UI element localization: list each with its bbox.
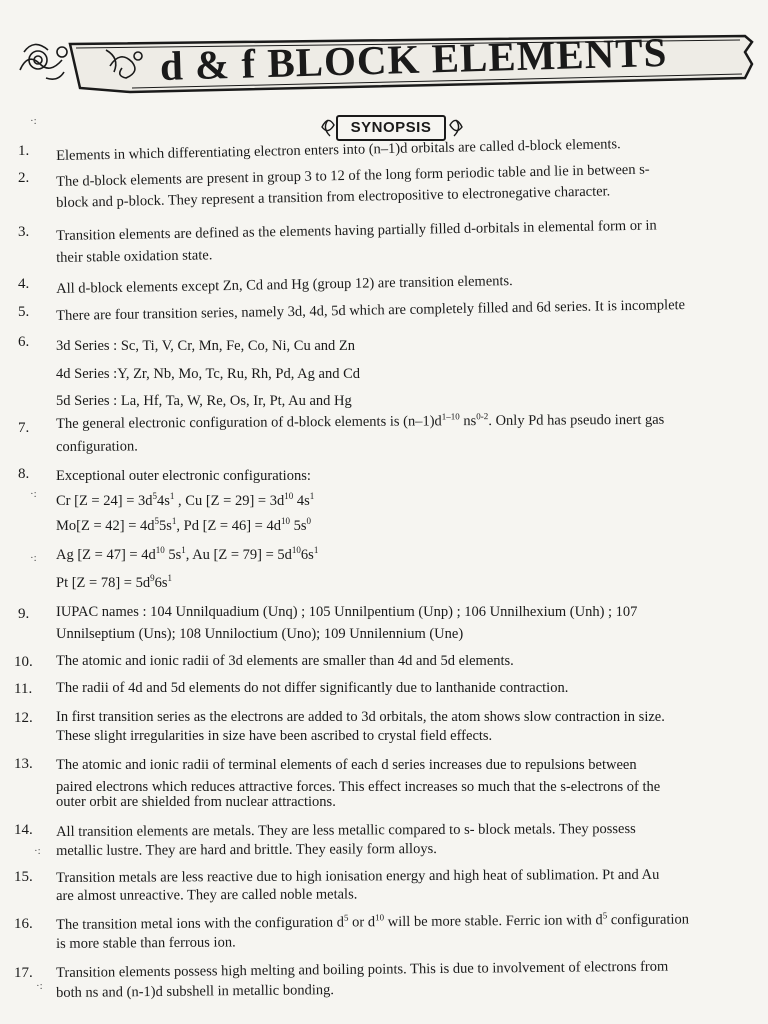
item-text-line: Transition elements possess high melting and boiling points. This is due to involvement of electrons from <box>56 958 669 981</box>
item-text-line: block and p-block. They represent a transition from electropositive to electronegative character. <box>56 183 611 211</box>
item-text-line: 3d Series : Sc, Ti, V, Cr, Mn, Fe, Co, Ni, Cu and Zn <box>56 338 355 354</box>
scan-speck: ·: <box>30 552 37 564</box>
item-number: 6. <box>18 334 30 350</box>
item-number: 15. <box>14 869 33 885</box>
synopsis-label: SYNOPSIS <box>336 115 446 141</box>
scan-speck: ·: <box>36 980 43 992</box>
scan-speck: ·: <box>30 115 37 127</box>
item-text-line: outer orbit are shielded from nuclear attractions. <box>56 794 336 810</box>
item-text-line: Pt $[Z = 78] = 5d^96s^1$ <box>56 573 172 591</box>
item-text-line: 5d Series : La, Hf, Ta, W, Re, Os, Ir, Pt, Au and Hg <box>56 393 352 409</box>
item-number: 12. <box>14 710 33 726</box>
item-number: 10. <box>14 654 33 670</box>
item-number: 4. <box>18 276 30 292</box>
item-text-line: All transition elements are metals. They are less metallic compared to s- block metals. They possess <box>56 820 636 840</box>
page-title: d & f BLOCK ELEMENTS <box>159 28 668 89</box>
item-text-line: are almost unreactive. They are called noble metals. <box>56 886 358 904</box>
item-text-line: The radii of 4d and 5d elements do not differ significantly due to lanthanide contraction. <box>56 680 569 696</box>
item-number: 11. <box>14 681 33 697</box>
item-text-line: The general electronic configuration of d-block elements is $(n-1)d^{1-10}$ $ns^{0-2}$. Only Pd has pseudo inert gas <box>56 411 665 432</box>
item-number: 1. <box>18 143 30 159</box>
item-text-line: Elements in which differentiating electron enters into (n–1)d orbitals are called d-block elements. <box>56 136 621 164</box>
item-number: 14. <box>14 822 33 838</box>
item-text-line: metallic lustre. They are hard and brittle. They easily form alloys. <box>56 841 437 859</box>
item-number: 3. <box>18 224 30 240</box>
item-text-line: There are four transition series, namely 3d, 4d, 5d which are completely filled and 6d series. It is incomplete <box>56 297 686 324</box>
item-number: 2. <box>18 170 30 186</box>
item-text-line: The atomic and ionic radii of terminal elements of each d series increases due to repulsions between <box>56 757 637 773</box>
item-number: 17. <box>14 965 33 981</box>
item-text-line: Exceptional outer electronic configurations: <box>56 468 311 484</box>
item-text-line: These slight irregularities in size have been ascribed to crystal field effects. <box>56 728 493 744</box>
item-number: 16. <box>14 916 33 932</box>
item-number: 8. <box>18 466 30 482</box>
item-number: 7. <box>18 420 30 436</box>
item-text-line: is more stable than ferrous ion. <box>56 934 236 952</box>
item-text-line: In first transition series as the electrons are added to 3d orbitals, the atom shows slow contraction in size. <box>56 709 665 725</box>
item-text-line: The atomic and ionic radii of 3d elements are smaller than 4d and 5d elements. <box>56 653 514 669</box>
item-number: 9. <box>18 606 30 622</box>
item-text-line: All d-block elements except Zn, Cd and Hg (group 12) are transition elements. <box>56 273 513 297</box>
item-text-line: The d-block elements are present in group 3 to 12 of the long form periodic table and lie in between s- <box>56 161 650 190</box>
item-number: 5. <box>18 304 30 320</box>
item-text-line: both ns and (n-1)d subshell in metallic bonding. <box>56 982 335 1001</box>
item-text-line: $Mo[Z = 42] = 4d^55s^1$, Pd $[Z = 46] = 4d^{10}$ $5s^0$ <box>56 516 312 534</box>
item-text-line: IUPAC names : 104 Unnilquadium (Unq) ; 105 Unnilpentium (Unp) ; 106 Unnilhexium (Unh) ; 107 <box>56 604 638 620</box>
scan-speck: ·: <box>34 845 41 857</box>
item-text-line: Unnilseptium (Uns); 108 Unniloctium (Uno); 109 Unnilennium (Une) <box>56 626 464 642</box>
item-text-line: paired electrons which reduces attractive forces. This effect increases so much that the s-electrons of the <box>56 779 661 795</box>
item-text-line: Cr $[Z = 24] = 3d^54s^1$ , Cu $[Z = 29] = 3d^{10}$ $4s^1$ <box>56 491 315 509</box>
item-text-line: Ag $[Z = 47] = 4d^{10}$ $5s^1$, Au $[Z = 79] = 5d^{10}6s^1$ <box>56 545 319 563</box>
item-text-line: Transition elements are defined as the elements having partially filled d-orbitals in elemental form or in <box>56 217 657 244</box>
item-text-line: Transition metals are less reactive due to high ionisation energy and high heat of sublimation. Pt and Au <box>56 866 660 886</box>
item-text-line: their stable oxidation state. <box>56 247 213 266</box>
item-text-line: The transition metal ions with the configuration $d^5$ or $d^{10}$ will be more stable. Ferric ion with $d^5$ configuration <box>56 910 690 933</box>
item-text-line: 4d Series :Y, Zr, Nb, Mo, Tc, Ru, Rh, Pd, Ag and Cd <box>56 366 360 382</box>
item-number: 13. <box>14 756 33 772</box>
item-text-line: configuration. <box>56 438 138 455</box>
scan-speck: ·: <box>30 488 37 500</box>
